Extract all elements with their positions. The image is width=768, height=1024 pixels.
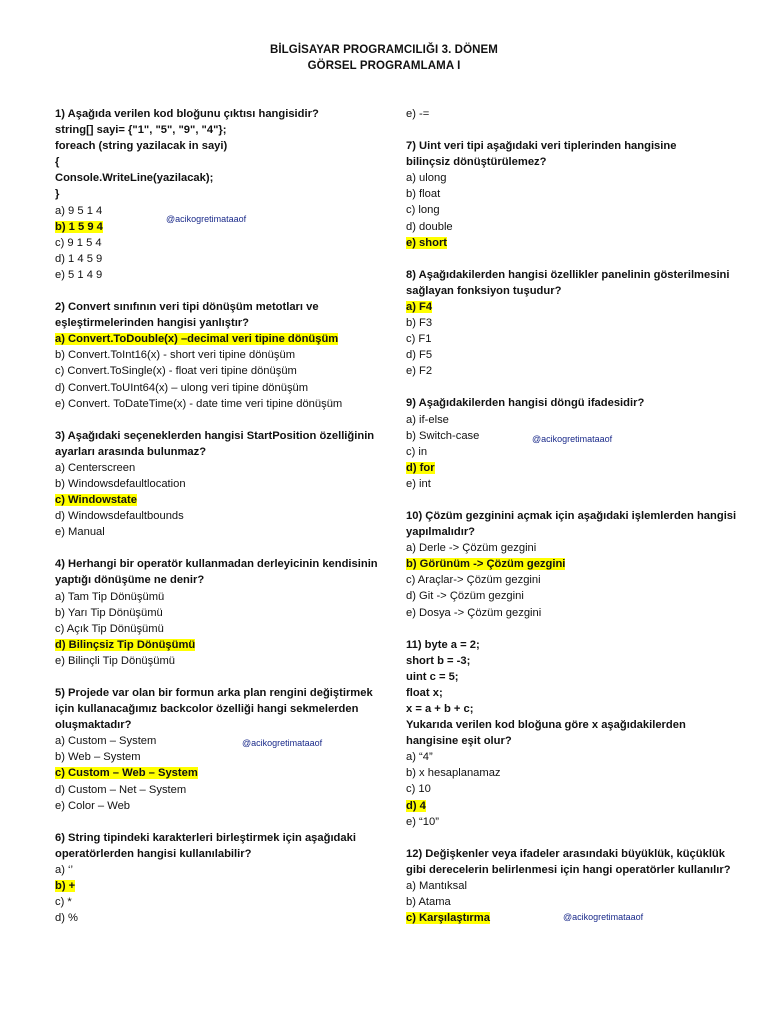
question-text: oluşmaktadır?	[55, 719, 132, 732]
answer-option: a) Mantıksal	[406, 879, 467, 892]
code-line: Console.WriteLine(yazilacak);	[55, 172, 214, 185]
code-line: {	[55, 156, 60, 169]
code-line: }	[55, 188, 60, 201]
question-text: uint c = 5;	[406, 670, 459, 683]
answer-highlight: a) F4	[406, 300, 433, 313]
answer-option-highlighted	[406, 299, 746, 315]
answer-option: c) 10	[406, 783, 431, 796]
question-text: eşleştirmelerinden hangisi yanlıştır?	[55, 317, 249, 330]
question-text: 7) Uint veri tipi aşağıdaki veri tiplerinden hangisine	[406, 140, 677, 153]
question-text: için kullanacağımız backcolor özelliği hangi sekmelerden	[55, 703, 359, 716]
question-text: ayarları arasında bulunmaz?	[55, 445, 207, 458]
answer-option: e) “10”	[406, 815, 439, 828]
answer-option-highlighted	[406, 556, 746, 572]
question	[55, 299, 405, 412]
document-title: BİLGİSAYAR PROGRAMCILIĞI 3. DÖNEM	[269, 44, 498, 56]
answer-option: c) *	[55, 896, 72, 909]
answer-option: c) F1	[406, 333, 432, 346]
answer-option: c) in	[406, 445, 428, 458]
question-text: sağlayan fonksiyon tuşudur?	[406, 284, 562, 297]
question-text: short b = -3;	[406, 654, 471, 667]
answer-option: d) Convert.ToUInt64(x) – ulong veri tipine dönüşüm	[55, 381, 309, 394]
question-text: hangisine eşit olur?	[406, 735, 512, 748]
code-line: foreach (string yazilacak in sayi)	[55, 140, 228, 153]
question	[55, 685, 405, 814]
document-subtitle: GÖRSEL PROGRAMLAMA I	[307, 60, 461, 72]
answer-option: d) Windowsdefaultbounds	[55, 510, 184, 523]
answer-option: e) -=	[406, 108, 430, 120]
question-text: 8) Aşağıdakilerden hangisi özellikler panelinin gösterilmesini	[406, 268, 730, 281]
answer-option: d) F5	[406, 349, 433, 362]
answer-option: b) Switch-case	[406, 429, 480, 442]
answer-option: b) Web – System	[55, 751, 141, 764]
answer-highlight: c) Custom – Web – System	[55, 767, 198, 780]
answer-option-highlighted	[406, 798, 746, 814]
answer-option: d) Git -> Çözüm gezgini	[406, 590, 524, 603]
question-text: x = a + b + c;	[406, 703, 474, 715]
question-text: 4) Herhangi bir operatör kullanmadan derleyicinin kendisinin	[55, 558, 378, 571]
question	[406, 508, 746, 621]
answer-option: d) 1 4 5 9	[55, 252, 103, 265]
code-line: string[] sayi= {"1", "5", "9", "4"};	[55, 124, 227, 137]
answer-highlight: d) for	[406, 461, 435, 474]
answer-highlight: d) Bilinçsiz Tip Dönüşümü	[55, 638, 196, 651]
question	[55, 830, 405, 927]
answer-highlight: b) +	[55, 880, 76, 893]
question-text: 6) String tipindeki karakterleri birleştirmek için aşağıdaki	[55, 831, 356, 844]
answer-option-highlighted	[55, 331, 405, 347]
answer-option: b) F3	[406, 317, 433, 330]
answer-option: a) 9 5 1 4	[55, 204, 103, 217]
answer-option: b) Windowsdefaultlocation	[55, 477, 186, 490]
answer-option: e) 5 1 4 9	[55, 268, 103, 281]
right-column	[406, 106, 746, 942]
answer-option-highlighted	[55, 637, 405, 653]
answer-highlight: c) Windowstate	[55, 494, 137, 507]
question-text: 10) Çözüm gezginini açmak için aşağıdaki işlemlerden hangisi	[406, 509, 737, 522]
answer-option: e) Manual	[55, 526, 105, 539]
question-text: bilinçsiz dönüştürülemez?	[406, 156, 547, 169]
watermark: @acikogretimataaof	[532, 434, 613, 444]
answer-option: e) Bilinçli Tip Dönüşümü	[55, 654, 176, 667]
answer-option: a) ulong	[406, 172, 447, 185]
answer-option: a) Centerscreen	[55, 461, 136, 474]
watermark: @acikogretimataaof	[166, 214, 247, 224]
question	[55, 106, 405, 283]
answer-option-highlighted	[406, 235, 746, 251]
question-text: operatörlerden hangisi kullanılabilir?	[55, 847, 252, 860]
question	[406, 106, 746, 122]
answer-option: e) Convert. ToDateTime(x) - date time veri tipine dönüşüm	[55, 397, 343, 410]
answer-option: a) Derle -> Çözüm gezgini	[406, 542, 537, 555]
question-text: Yukarıda verilen kod bloğuna göre x aşağıdakilerden	[406, 719, 686, 732]
answer-option: c) Araçlar-> Çözüm gezgini	[406, 574, 541, 587]
question	[406, 267, 746, 380]
question	[406, 637, 746, 830]
answer-option: b) Atama	[406, 896, 451, 909]
answer-option: e) Dosya -> Çözüm gezgini	[406, 606, 542, 619]
question-text: 2) Convert sınıfının veri tipi dönüşüm metotları ve	[55, 301, 319, 314]
watermark: @acikogretimataaof	[563, 912, 644, 922]
answer-option: e) Color – Web	[55, 799, 131, 812]
answer-option: d) double	[406, 220, 453, 233]
answer-option: c) Açık Tip Dönüşümü	[55, 622, 164, 635]
question-text: yaptığı dönüşüme ne denir?	[55, 574, 205, 587]
answer-option: e) F2	[406, 365, 433, 378]
question	[55, 428, 405, 541]
answer-option: b) Convert.ToInt16(x) - short veri tipine dönüşüm	[55, 349, 296, 362]
question-text: yapılmalıdır?	[406, 526, 476, 539]
answer-option-highlighted	[406, 460, 746, 476]
answer-option: a) if-else	[406, 413, 449, 426]
question-text: gibi derecelerin belirlenmesi için hangi operatörler kullanılır?	[406, 863, 731, 876]
watermark: @acikogretimataaof	[242, 738, 323, 748]
question-text: float x;	[406, 686, 443, 699]
left-column	[55, 106, 405, 942]
question	[406, 138, 746, 251]
question	[55, 556, 405, 669]
answer-option: a) “4”	[406, 751, 433, 764]
answer-highlight: e) short	[406, 236, 448, 249]
answer-highlight: b) 1 5 9 4	[55, 220, 103, 233]
answer-option: b) Yarı Tip Dönüşümü	[55, 606, 163, 619]
answer-option: b) x hesaplanamaz	[406, 767, 501, 780]
answer-option: b) float	[406, 188, 441, 201]
question-text: 12) Değişkenler veya ifadeler arasındaki büyüklük, küçüklük	[406, 847, 725, 860]
answer-highlight: c) Karşılaştırma	[406, 912, 490, 925]
answer-option: a) Tam Tip Dönüşümü	[55, 590, 165, 603]
question-text: 9) Aşağıdakilerden hangisi döngü ifadesidir?	[406, 397, 645, 410]
answer-option-highlighted	[55, 765, 405, 781]
question-text: 11) byte a = 2;	[406, 638, 480, 651]
answer-highlight: d) 4	[406, 799, 426, 812]
question-text: 1) Aşağıda verilen kod bloğunu çıktısı hangisidir?	[55, 108, 319, 120]
question-text: 5) Projede var olan bir formun arka plan rengini değiştirmek	[55, 687, 373, 699]
answer-highlight: b) Görünüm -> Çözüm gezgini	[406, 558, 566, 571]
answer-option: c) 9 1 5 4	[55, 236, 102, 249]
answer-option-highlighted	[55, 492, 405, 508]
answer-option: c) Convert.ToSingle(x) - float veri tipine dönüşüm	[55, 365, 297, 378]
answer-highlight: a) Convert.ToDouble(x) –decimal veri tipine dönüşüm	[55, 333, 339, 346]
answer-option: d) %	[55, 912, 79, 925]
question-text: 3) Aşağıdaki seçeneklerden hangisi StartPosition özelliğinin	[55, 429, 375, 442]
answer-option: e) int	[406, 477, 431, 490]
answer-option: d) Custom – Net – System	[55, 783, 187, 796]
answer-option: a) ‘’	[55, 863, 74, 876]
answer-option: c) long	[406, 204, 440, 217]
answer-option-highlighted	[55, 878, 405, 894]
answer-option: a) Custom – System	[55, 735, 157, 748]
